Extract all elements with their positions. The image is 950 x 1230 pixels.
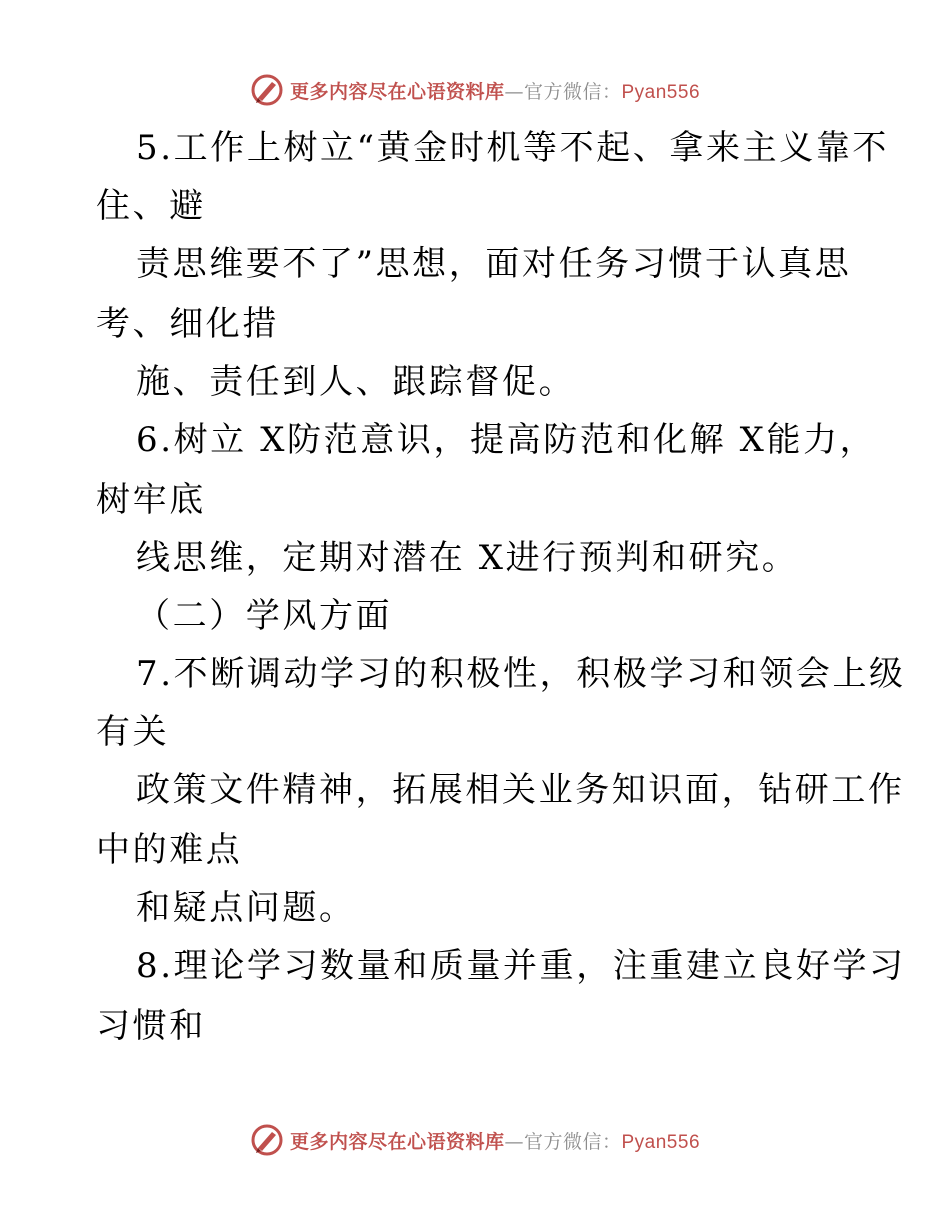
text-line: 施、责任到人、跟踪督促。 <box>136 362 576 402</box>
pen-logo-icon <box>250 1123 284 1157</box>
text-line: 6.树立 X防范意识，提高防范和化解 X能力， <box>136 420 877 460</box>
header-banner <box>0 70 950 110</box>
text-line: 住、避 <box>96 186 206 226</box>
pen-logo-icon <box>250 73 284 107</box>
text-line: 5.工作上树立“黄金时机等不起、拿来主义靠不 <box>136 128 890 168</box>
text-line: 线思维，定期对潜在 X进行预判和研究。 <box>136 538 799 578</box>
footer-banner <box>0 1120 950 1160</box>
text-line: 考、细化措 <box>96 304 279 344</box>
text-line: 政策文件精神，拓展相关业务知识面，钻研工作 <box>136 770 905 810</box>
text-line: 有关 <box>96 712 170 752</box>
footer-banner-text <box>290 1127 700 1154</box>
text-line: 习惯和 <box>96 1006 206 1046</box>
footer-wechat-label: 官方微信： <box>523 1130 622 1153</box>
text-line: 树牢底 <box>96 480 206 520</box>
text-line: 7.不断调动学习的积极性，积极学习和领会上级 <box>136 654 906 694</box>
text-line: 和疑点问题。 <box>136 888 356 928</box>
header-wechat-account: Pyan556 <box>621 81 701 103</box>
text-line: 中的难点 <box>96 830 243 870</box>
header-site-name: 更多内容尽在心语资料库 <box>289 80 505 103</box>
text-line: 8.理论学习数量和质量并重，注重建立良好学习 <box>136 946 906 986</box>
section-heading: （二）学风方面 <box>136 596 393 636</box>
header-banner-text <box>290 77 700 104</box>
header-separator: — <box>504 80 524 103</box>
footer-separator: — <box>504 1130 524 1153</box>
header-wechat-label: 官方微信： <box>523 80 622 103</box>
footer-site-name: 更多内容尽在心语资料库 <box>289 1130 505 1153</box>
footer-wechat-account: Pyan556 <box>621 1131 701 1153</box>
text-line: 责思维要不了”思想，面对任务习惯于认真思 <box>136 244 852 284</box>
